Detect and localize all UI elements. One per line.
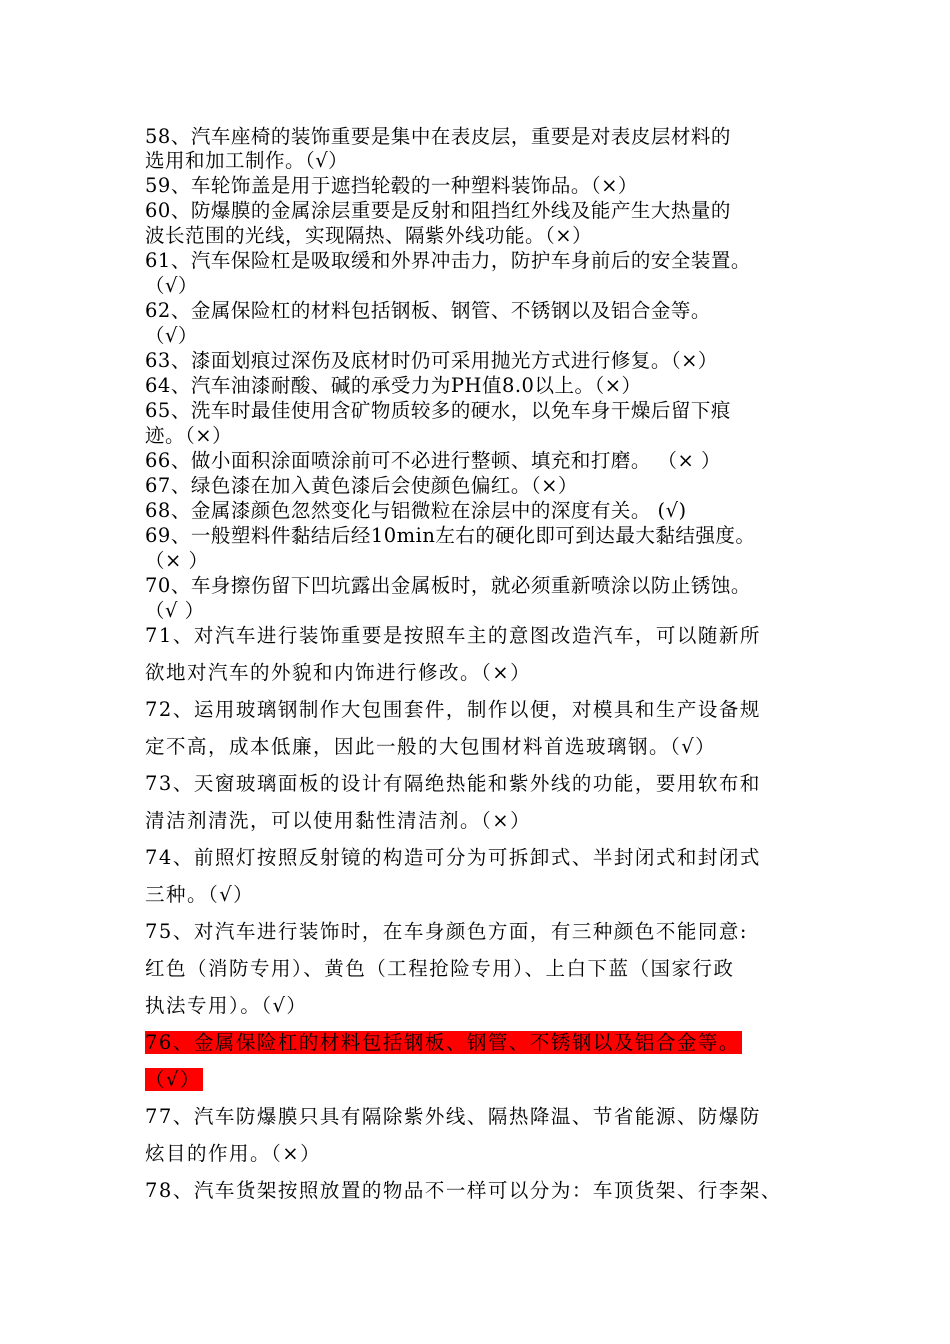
line-61b: （√）: [145, 274, 198, 297]
line-78a: 78、汽车货架按照放置的物品不一样可以分为：车顶货架、行李架、: [145, 1179, 782, 1202]
line-59: 59、车轮饰盖是用于遮挡轮毂的一种塑料装饰品。（×）: [145, 174, 638, 197]
line-63: 63、漆面划痕过深伤及底材时仍可采用抛光方式进行修复。（×）: [145, 349, 718, 372]
line-60b: 波长范围的光线，实现隔热、隔紫外线功能。（×）: [145, 224, 593, 247]
line-62b: （√）: [145, 324, 198, 347]
highlight-76a: 76、金属保险杠的材料包括钢板、钢管、不锈钢以及铝合金等。: [145, 1031, 740, 1054]
line-65a: 65、洗车时最佳使用含矿物质较多的硬水，以免车身干燥后留下痕: [145, 399, 731, 422]
line-73b: 清洁剂清洗，可以使用黏性清洁剂。（×）: [145, 809, 532, 832]
line-74b: 三种。（√）: [145, 883, 255, 906]
line-61a: 61、汽车保险杠是吸取缓和外界冲击力，防护车身前后的安全装置。: [145, 249, 751, 272]
line-75b: 红色（消防专用）、黄色（工程抢险专用）、上白下蓝（国家行政: [145, 957, 735, 980]
line-75c: 执法专用）。（√）: [145, 994, 308, 1017]
line-58a: 58、汽车座椅的装饰重要是集中在表皮层，重要是对表皮层材料的: [145, 125, 731, 148]
line-60a: 60、防爆膜的金属涂层重要是反射和阻挡红外线及能产生大热量的: [145, 199, 731, 222]
highlight-76b: （√）: [145, 1068, 201, 1091]
line-66: 66、做小面积涂面喷涂前可不必进行整顿、填充和打磨。 （× ）: [145, 449, 722, 472]
line-77b: 炫目的作用。（×）: [145, 1142, 322, 1165]
line-77a: 77、汽车防爆膜只具有隔除紫外线、隔热降温、节省能源、防爆防: [145, 1105, 761, 1128]
line-64: 64、汽车油漆耐酸、碱的承受力为PH值8.0以上。（×）: [145, 374, 642, 397]
line-58b: 选用和加工制作。（√）: [145, 149, 349, 172]
line-72a: 72、运用玻璃钢制作大包围套件，制作以便，对模具和生产设备规: [145, 698, 761, 721]
line-74a: 74、前照灯按照反射镜的构造可分为可拆卸式、半封闭式和封闭式: [145, 846, 761, 869]
line-73a: 73、天窗玻璃面板的设计有隔绝热能和紫外线的功能，要用软布和: [145, 772, 761, 795]
line-70a: 70、车身擦伤留下凹坑露出金属板时，就必须重新喷涂以防止锈蚀。: [145, 574, 751, 597]
line-76a-highlighted: [145, 1030, 742, 1056]
line-70b: （√ ）: [145, 599, 205, 622]
line-71a: 71、对汽车进行装饰重要是按照车主的意图改造汽车，可以随新所: [145, 624, 761, 647]
line-62a: 62、金属保险杠的材料包括钢板、钢管、不锈钢以及铝合金等。: [145, 299, 711, 322]
line-72b: 定不高，成本低廉，因此一般的大包围材料首选玻璃钢。（√）: [145, 735, 717, 758]
line-76b-highlighted: [145, 1067, 203, 1093]
line-69a: 69、一般塑料件黏结后经10min左右的硬化即可到达最大黏结强度。: [145, 524, 756, 547]
line-71b: 欲地对汽车的外貌和内饰进行修改。（×）: [145, 661, 532, 684]
line-69b: （× ）: [145, 549, 209, 572]
line-75a: 75、对汽车进行装饰时，在车身颜色方面，有三种颜色不能同意:: [145, 920, 748, 943]
line-68: 68、金属漆颜色忽然变化与铝微粒在涂层中的深度有关。 (√): [145, 499, 687, 522]
line-65b: 迹。（×）: [145, 424, 233, 447]
line-67: 67、绿色漆在加入黄色漆后会使颜色偏红。（×）: [145, 474, 578, 497]
